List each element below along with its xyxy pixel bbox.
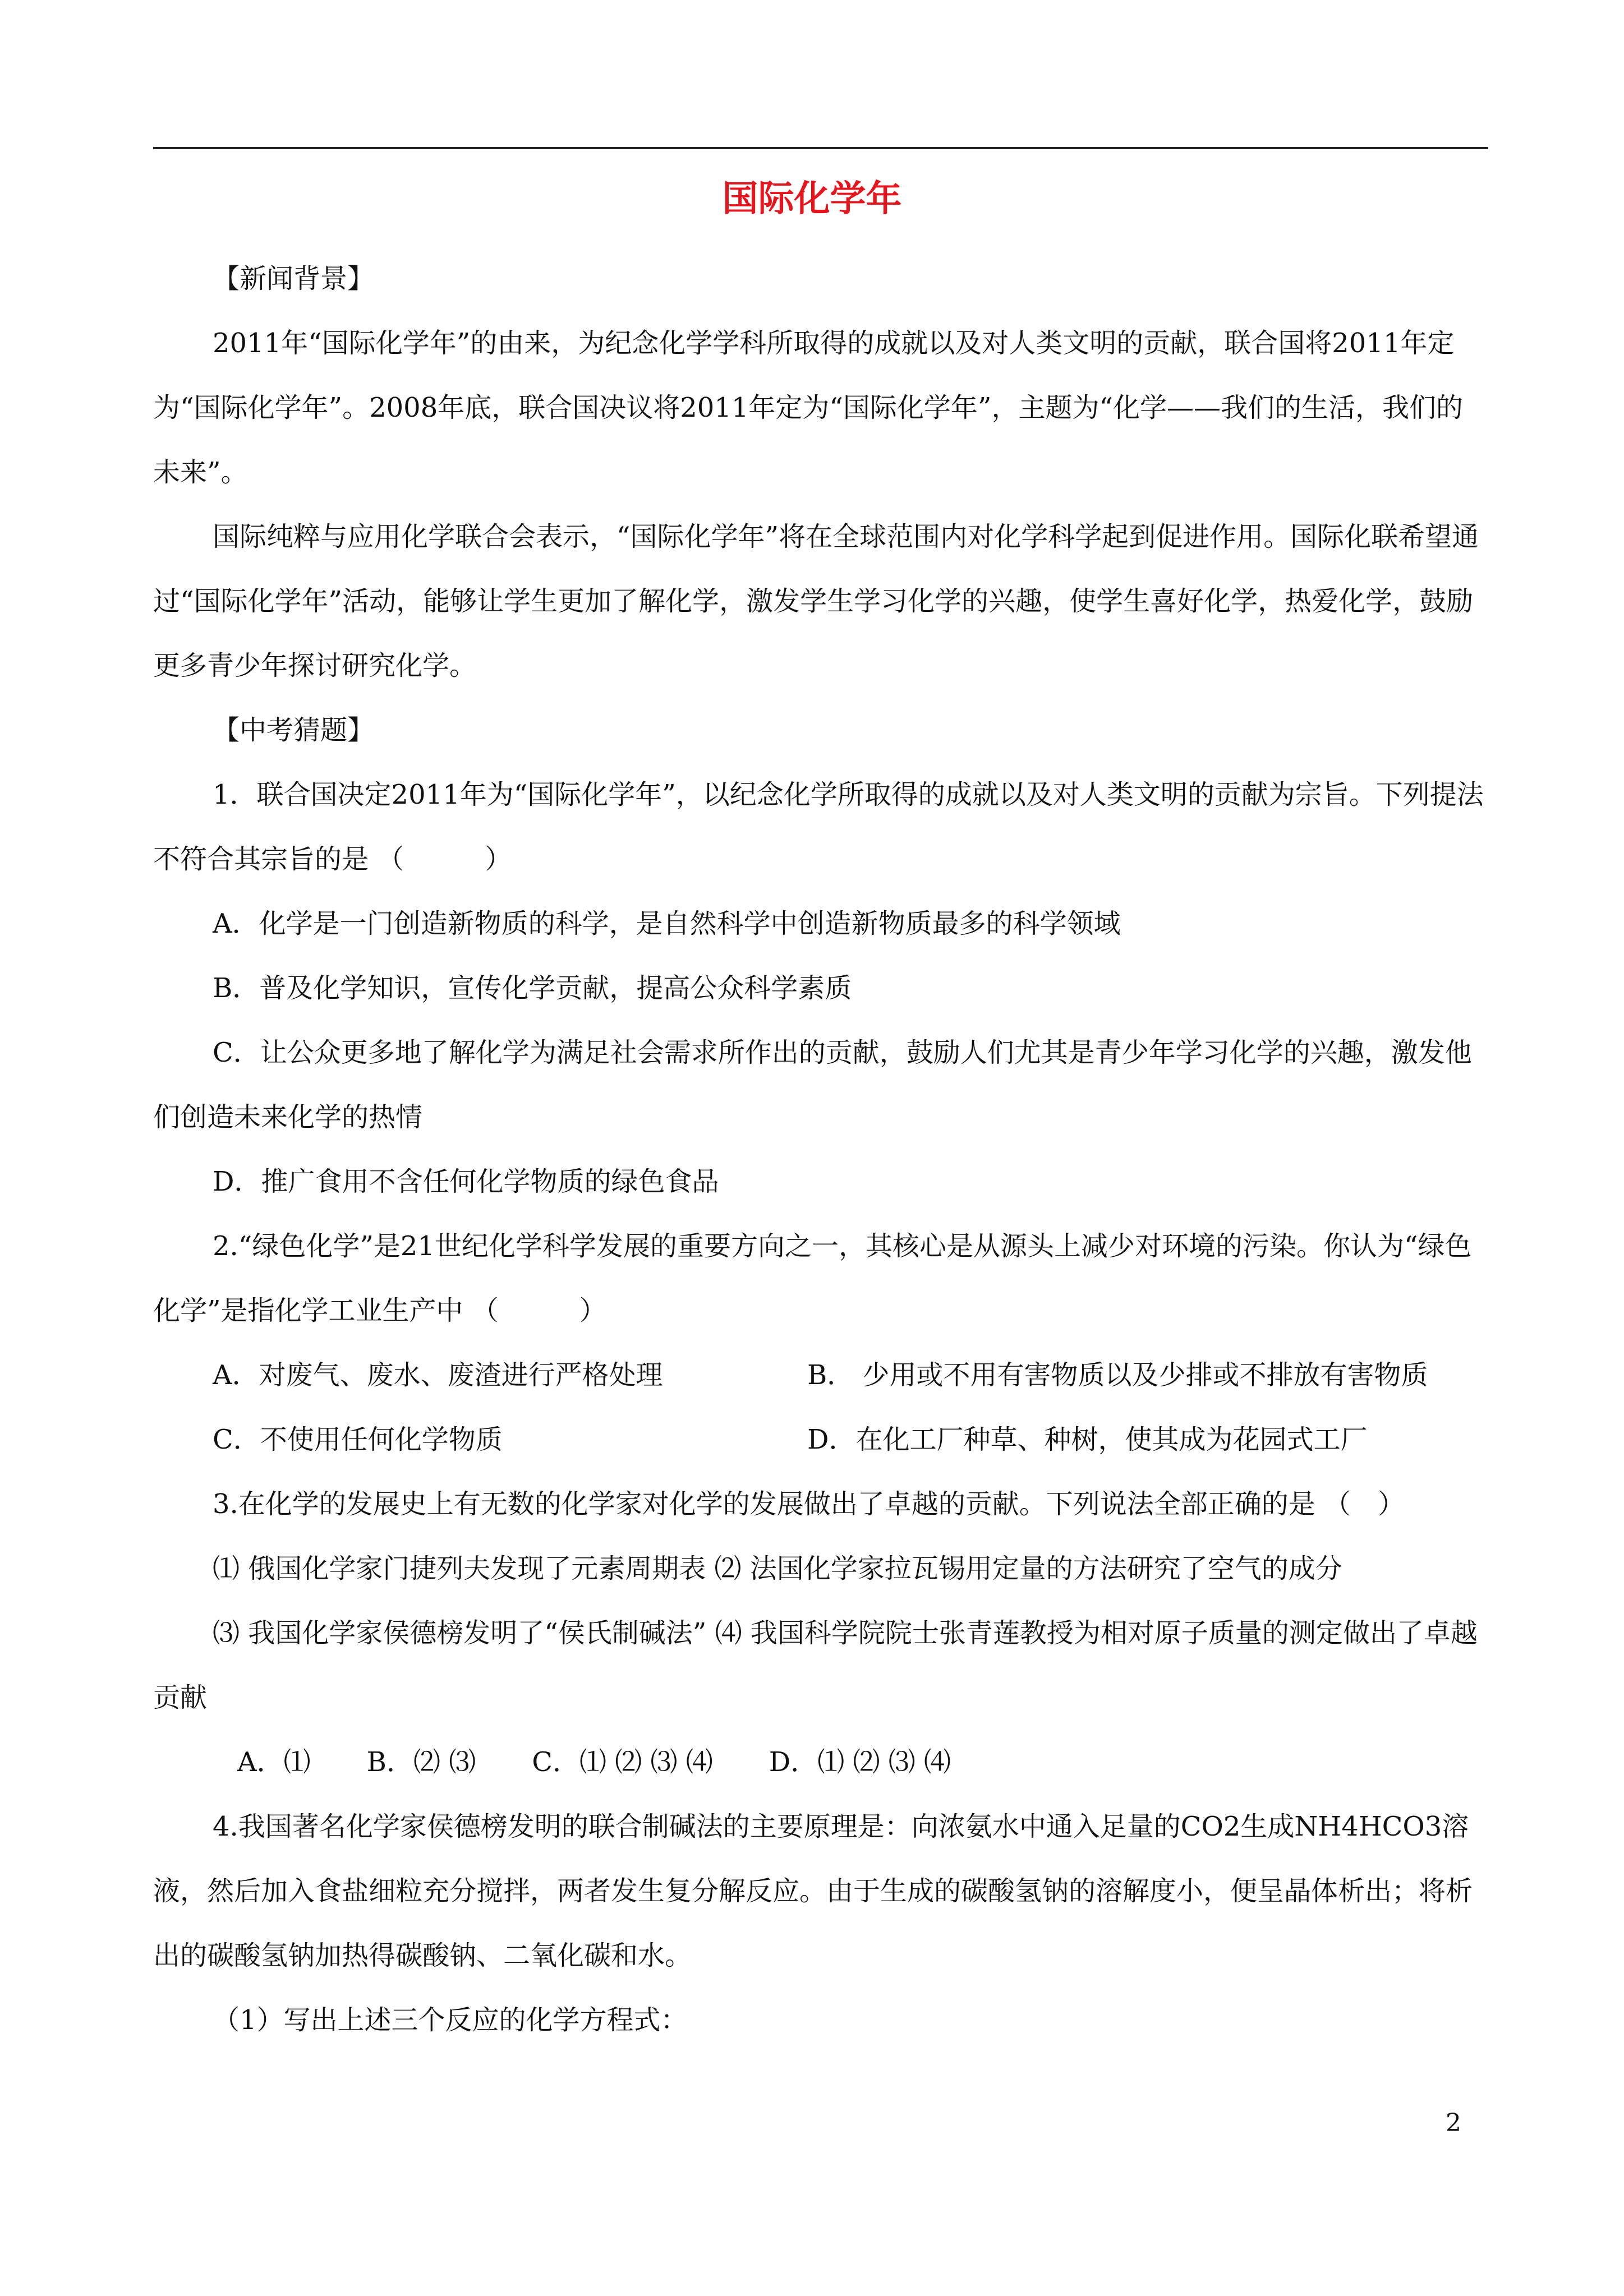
q1-option-a: A．化学是一门创造新物质的科学，是自然科学中创造新物质最多的科学领域 (213, 908, 1121, 939)
page-number: 2 (1446, 2109, 1461, 2137)
q2-options-row-1 (153, 1343, 1488, 1408)
q3-option-c: C．⑴ ⑵ ⑶ ⑷ (532, 1746, 713, 1778)
q1-option-d: D．推广食用不含任何化学物质的绿色食品 (213, 1166, 719, 1197)
q3-option-a: A．⑴ (237, 1746, 311, 1778)
q4-stem: 4.我国著名化学家侯德榜发明的联合制碱法的主要原理是：向浓氨水中通入足量的CO2生成NH4HCO3溶液，然后加入食盐细粒充分搅拌，两者发生复分解反应。由于生成的碳酸氢钠的溶解度小，便呈晶体析出；将析出的碳酸氢钠加热得碳酸钠、二氧化碳和水。 (153, 1811, 1473, 1971)
q1-option-c: C．让公众更多地了解化学为满足社会需求所作出的贡献，鼓励人们尤其是青少年学习化学的兴趣，激发他们创造未来化学的热情 (153, 1037, 1472, 1133)
news-paragraph-1: 2011年“国际化学年”的由来，为纪念化学学科所取得的成就以及对人类文明的贡献，联合国将2011年定为“国际化学年”。2008年底，联合国决议将2011年定为“国际化学年”，主题为“化学——我们的生活，我们的未来”。 (153, 328, 1464, 488)
q2-option-a: A．对废气、废水、废渣进行严格处理 (213, 1359, 663, 1391)
q2-option-b: B． 少用或不用有害物质以及少排或不排放有害物质 (807, 1359, 1428, 1391)
q3-option-b: B．⑵ ⑶ (366, 1746, 476, 1778)
q3-stem: 3.在化学的发展史上有无数的化学家对化学的发展做出了卓越的贡献。下列说法全部正确的是 （ ） (213, 1488, 1405, 1520)
q3-options-row (153, 1730, 1488, 1795)
q1-stem: 1．联合国决定2011年为“国际化学年”，以纪念化学所取得的成就以及对人类文明的贡献为宗旨。下列提法不符合其宗旨的是 （ ） (153, 779, 1484, 875)
q2-stem: 2.“绿色化学”是21世纪化学科学发展的重要方向之一，其核心是从源头上减少对环境的污染。你认为“绿色化学”是指化学工业生产中 （ ） (153, 1230, 1472, 1326)
header-rule (153, 147, 1488, 149)
document-body (153, 247, 1488, 2053)
q2-option-d: D．在化工厂种草、种树，使其成为花园式工厂 (807, 1424, 1368, 1455)
q1-option-b: B．普及化学知识，宣传化学贡献，提高公众科学素质 (213, 972, 852, 1004)
news-heading: 【新闻背景】 (213, 263, 375, 294)
guess-heading: 【中考猜题】 (213, 714, 375, 746)
q2-option-c: C．不使用任何化学物质 (213, 1424, 503, 1455)
q2-options-row-2 (153, 1408, 1488, 1472)
q4-sub-1: （1）写出上述三个反应的化学方程式： (213, 2004, 688, 2036)
news-paragraph-2: 国际纯粹与应用化学联合会表示，“国际化学年”将在全球范围内对化学科学起到促进作用。国际化联希望通过“国际化学年”活动，能够让学生更加了解化学，激发学生学习化学的兴趣，使学生喜好化学，热爱化学，鼓励更多青少年探讨研究化学。 (153, 521, 1479, 681)
q3-statement-2: ⑶ 我国化学家侯德榜发明了“侯氏制碱法” ⑷ 我国科学院院士张青莲教授为相对原子质量的测定做出了卓越贡献 (153, 1617, 1478, 1713)
page-title: 国际化学年 (722, 178, 902, 220)
q3-option-d: D．⑴ ⑵ ⑶ ⑷ (769, 1746, 951, 1778)
q3-statement-1: ⑴ 俄国化学家门捷列夫发现了元素周期表 ⑵ 法国化学家拉瓦锡用定量的方法研究了空气的成分 (213, 1553, 1342, 1584)
